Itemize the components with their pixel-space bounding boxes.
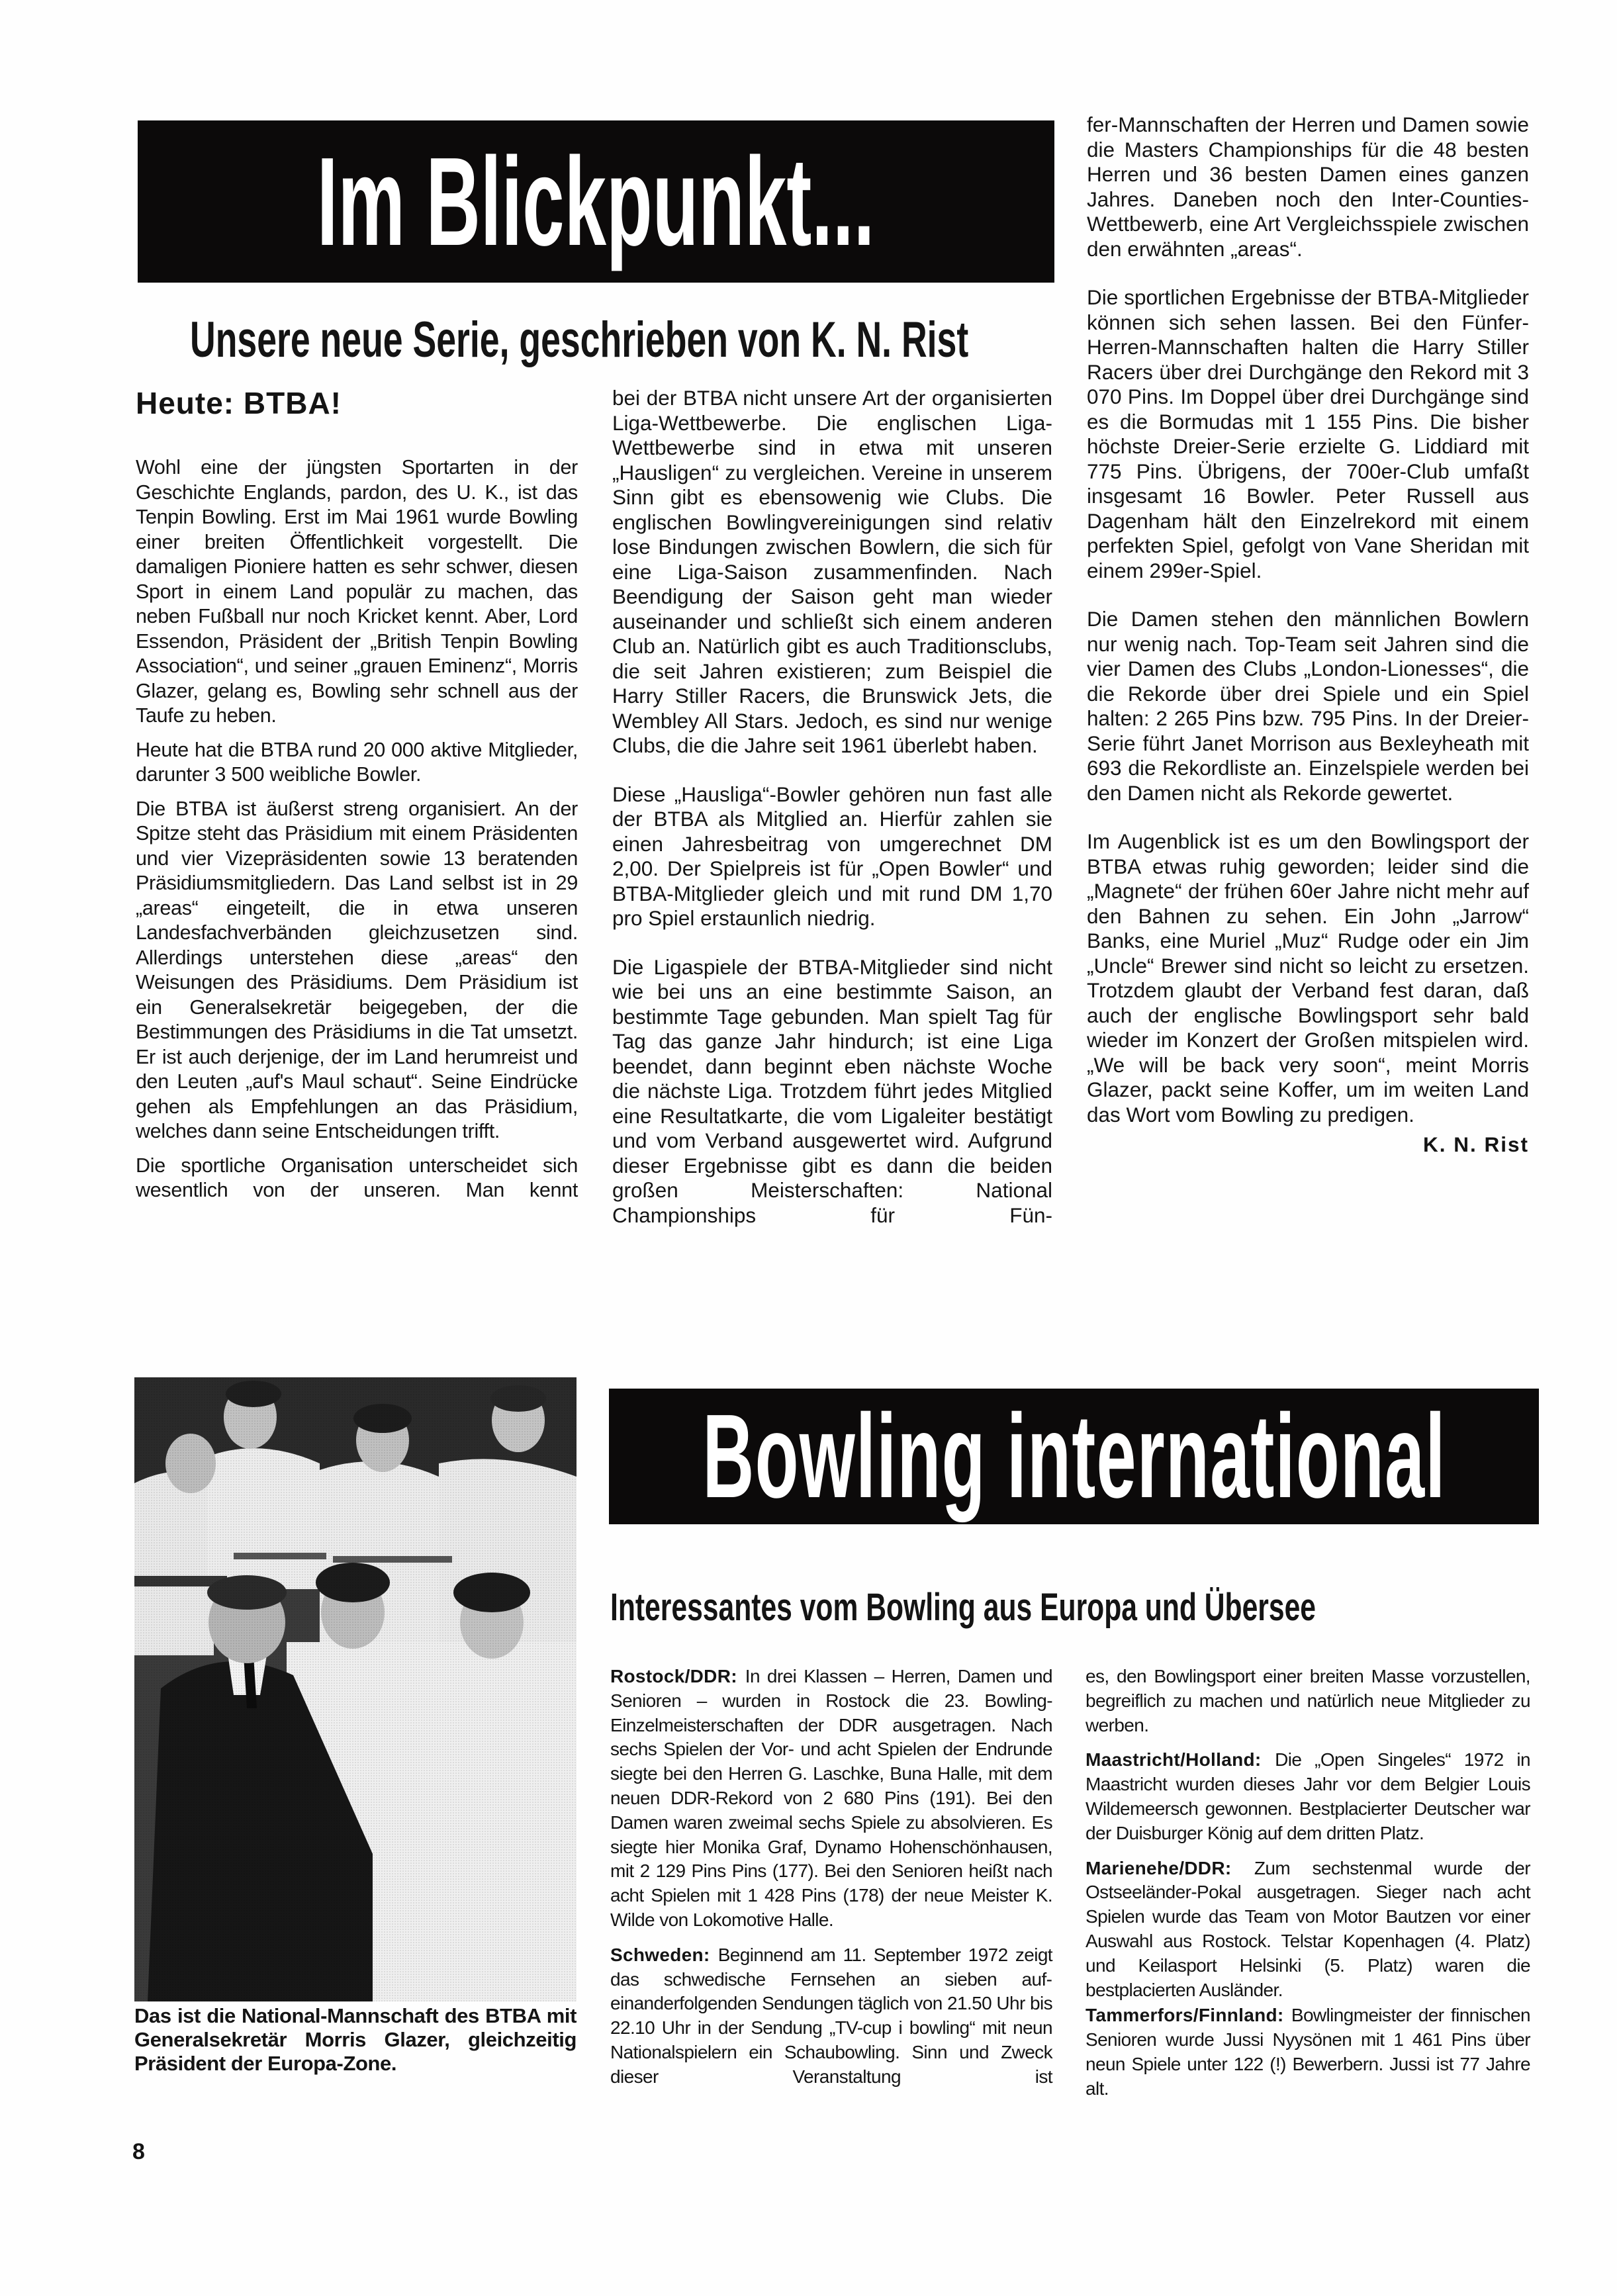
subtitle-text: Interessantes vom Bowling aus Europa und Übersee [610, 1586, 1317, 1629]
paragraph: Die Damen stehen den männlichen Bowlern nur wenig nach. Top-Team seit Jahren sind die vier Damen des Clubs „London-Lionesses“, die die Rekorde über drei Spiele und ein Spiel halten: 2 265 Pins bzw. 795 Pins. In der Dreier-Serie führt Janet Morrison aus Bexleyheath mit 693 die Rekordliste an. Einzelspiele werden bei den Damen nicht als Rekorde gewertet. [1087, 607, 1529, 805]
paragraph: Die BTBA ist äußerst streng organisiert. An der Spitze steht das Präsidium mit einem Präsidenten und vier Vizepräsidenten sowie 13 beratenden Präsidiumsmitgliedern. Das Land selbst ist in 29 „areas“ eingeteilt, die in etwa unseren Landesfachverbänden gleichzusetzen sind. Allerdings unterstehen diese „areas“ den Weisungen des Präsidiums. Dem Präsidium ist ein Generalsekretär beigegeben, der die Bestimmungen des Präsidiums in die Tat umsetzt. Er ist auch derjenige, der im Land herumreist und den Leuten „auf's Maul schaut“. Seine Eindrücke gehen als Empfehlungen an das Präsidium, welches dann seine Entscheidungen trifft. [136, 797, 578, 1142]
article-column-3 [1087, 113, 1529, 1158]
paragraph: bei der BTBA nicht unsere Art der organisierten Liga-Wettbewerbe. Die englischen Liga-Wettbewerbe sind in etwa mit unseren „Hausligen“ zu vergleichen. Vereine in unserem Sinn gibt es ebensowenig wie Clubs. Die englischen Bowlingvereinigungen sind relativ lose Bindungen zwischen Bowlern, die sich für eine Liga-Saison zusammenfinden. Nach Beendigung der Saison geht man wieder auseinander und schließt sich einem anderen Club an. Natürlich gibt es auch Traditionsclubs, die seit Jahren existieren; zum Beispiel die Harry Stiller Racers, die Brunswick Jets, die Wembley All Stars. Jedoch, es sind nur wenige Clubs, die die Jahre seit 1961 überlebt haben. [612, 386, 1052, 757]
news-item: Marienehe/DDR: Zum sechstenmal wurde der Ostseeländer-Pokal ausgetragen. Sieger nach acht Spielen wurde das Team von Motor Bautzen vor einer Auswahl aus Rostock. Telstar Kopenhagen (4. Platz) und Keilasport Helsinki (5. Platz) waren die bestplacierten Ausländer. [1086, 1857, 1530, 2000]
paragraph: Heute hat die BTBA rund 20 000 aktive Mitglieder, darunter 3 500 weibliche Bowler. [136, 738, 578, 786]
news-place: Schweden [610, 1944, 704, 1965]
team-photo-illustration [134, 1377, 577, 2001]
article-column-1 [136, 455, 578, 1213]
news-text: Die „Open Singeles“ 1972 in Maastricht wurden dieses Jahr vor dem Belgier Louis Wildemeersch gewonnen. Bestplacierter Deutscher war der Duisburger König auf dem dritten Platz. [1086, 1749, 1530, 1843]
news-item: Rostock/DDR: In drei Klassen – Herren, Damen und Senioren – wurden in Rostock die 23. Bowling-Einzelmeisterschaften der DDR ausgetragen. Nach sechs Spielen der Vor- und acht Spielen der Endrunde siegte bei den Herren G. Laschke, Buna Halle, mit dem neuen DDR-Rekord von 2 680 Pins (191). Bei den Damen waren zweimal sechs Spiele zu absolvieren. Es siegte hier Monika Graf, Dynamo Hohenschönhausen, mit 2 129 Pins Pins (177). Bei den Senioren heißt nach acht Spielen mit 1 428 Pins (178) der neue Meister K. Wilde von Lokomotive Halle. [610, 1666, 1052, 1930]
news-item: Schweden: Beginnend am 11. September 1972 zeigt das schwedische Fernsehen an sieben aufeinanderfolgenden Sendungen täglich von 21.50 Uhr bis 22.10 Uhr in der Sendung „TV-cup i bowling“ mit neun Nationalspielern ein Schaubowling. Sinn und Zweck dieser Veranstaltung ist [610, 1944, 1052, 2087]
article-subtitle [610, 1585, 1570, 1630]
news-text: Bowlingmeister der finnischen Senioren wurde Jussi Nyysönen mit 1 461 Pins über neun Spiele unter 122 (!) Bewerbern. Jussi ist 77 Jahre alt. [1086, 2005, 1530, 2099]
paragraph: Im Augenblick ist es um den Bowlingsport der BTBA etwas ruhig geworden; leider sind die „Magnete“ der frühen 60er Jahre nicht mehr auf den Bahnen zu sehen. Ein John „Jarrow“ Banks, eine Muriel „Muz“ Rudge oder ein Jim „Uncle“ Brewer sind nicht so leicht zu ersetzen. Trotzdem glaubt der Verband fest daran, daß auch der englische Bowlingsport sehr bald wieder im Konzert der Großen mitspielen wird. „We will be back very soon“, meint Morris Glazer, packt seine Koffer, um im weiten Land das Wort vom Bowling zu predigen. [1087, 829, 1529, 1126]
news-item [1086, 1665, 1530, 1737]
paragraph: Die sportliche Organisation unterscheidet sich wesentlich von der unseren. Man kennt [136, 1154, 578, 1201]
banner-title: Bowling international [702, 1390, 1446, 1523]
news-item: Tammerfors/Finnland: Bowlingmeister der finnischen Senioren wurde Jussi Nyysönen mit 1 461 Pins über neun Spiele unter 122 (!) Bewerbern. Jussi ist 77 Jahre alt. [1086, 2005, 1530, 2099]
news-place: Marienehe/DDR [1086, 1857, 1225, 1878]
news-item: Maastricht/Holland: Die „Open Singeles“ 1972 in Maastricht wurden dieses Jahr vor dem Belgier Louis Wildemeersch gewonnen. Bestplacierter Deutscher war der Duisburger König auf dem dritten Platz. [1086, 1749, 1530, 1843]
news-text: Zum sechstenmal wurde der Ostseeländer-Pokal ausgetragen. Sieger nach acht Spielen wurde das Team von Motor Bautzen vor einer Auswahl aus Rostock. Telstar Kopenhagen (4. Platz) und Keilasport Helsinki (5. Platz) waren die bestplacierten Ausländer. [1086, 1857, 1530, 2000]
author-signature: K. N. Rist [1422, 1132, 1529, 1156]
paragraph: fer-Mannschaften der Herren und Damen sowie die Masters Championships für die 48 besten Herren und 36 besten Damen eines ganzen Jahres. Daneben noch den Inter-Counties-Wettbewerb, eine Art Vergleichsspiele zwischen den erwähnten „areas“. [1087, 113, 1529, 261]
news-place: Rostock/DDR [610, 1666, 731, 1686]
paragraph: Wohl eine der jüngsten Sportarten in der Geschichte Englands, pardon, des U. K., ist das Tenpin Bowling. Erst im Mai 1961 wurde Bowling einer breiten Öffentlichkeit vorgestellt. Die damaligen Pioniere hatten es sehr schwer, diesen Sport in einem Land populär zu machen, das neben Fußball nur noch Kricket kennt. Aber, Lord Essendon, Präsident der „British Tenpin Bowling Association“, und seiner „grauen Eminenz“, Morris Glazer, gelang es, Bowling sehr schnell aus der Taufe zu heben. [136, 456, 578, 727]
news-place: Tammerfors/Finnland [1086, 2005, 1277, 2026]
news-place: Maastricht/Holland [1086, 1749, 1255, 1770]
page-number: 8 [132, 2139, 145, 2164]
article-column-2 [612, 386, 1052, 1237]
banner-title: Im Blickpunkt... [317, 131, 875, 272]
news-text: es, den Bowlingsport einer breiten Masse vorzustellen, begreiflich zu machen und natürlich neue Mitglieder zu werben. [1086, 1666, 1530, 1735]
paragraph: Diese „Hausliga“-Bowler gehören nun fast alle der BTBA als Mitglied an. Hierfür zahlen sie einen Jahresbeitrag von umgerechnet DM 2,00. Der Spielpreis ist für „Open Bowler“ und BTBA-Mitglieder gleich und mit rund DM 1,70 pro Spiel erstaunlich niedrig. [612, 782, 1052, 930]
subtitle-text: Unsere neue Serie, geschrieben von K. N. Rist [190, 312, 969, 368]
news-column-2 [1086, 1665, 1530, 2112]
team-photo [134, 1377, 577, 2001]
paragraph: Die sportlichen Ergebnisse der BTBA-Mitglieder können sich sehen lassen. Bei den Fünfer-Herren-Mannschaften halten die Harry Stiller Racers über drei Durchgänge den Rekord mit 3 070 Pins. Im Doppel über drei Durchgänge sind es die Bormudas mit 1 155 Pins. Die bisher höchste Dreier-Serie erzielte G. Liddiard mit 775 Pins. Übrigens, der 700er-Club umfaßt insgesamt 16 Bowler. Peter Russell aus Dagenham hält den Einzelrekord mit einem perfekten Spiel, gefolgt von Vane Sheridan mit einem 299er-Spiel. [1087, 285, 1529, 582]
news-text: In drei Klassen – Herren, Damen und Senioren – wurden in Rostock die 23. Bowling-Einzelmeisterschaften der DDR ausgetragen. Nach sechs Spielen der Vor- und acht Spielen der Endrunde siegte bei den Herren G. Laschke, Buna Halle, mit dem neuen DDR-Rekord von 2 680 Pins (191). Bei den Damen waren zweimal sechs Spiele zu absolvieren. Es siegte hier Monika Graf, Dynamo Hohenschönhausen, mit 2 129 Pins Pins (177). Bei den Senioren heißt nach acht Spielen mit 1 428 Pins (178) der neue Meister K. Wilde von Lokomotive Halle. [610, 1666, 1052, 1930]
news-column-1 [610, 1665, 1052, 2100]
article-heading: Heute: BTBA! [136, 386, 342, 420]
section-banner-bowling-international [609, 1389, 1539, 1524]
section-banner-im-blickpunkt [138, 120, 1054, 283]
paragraph: Die Ligaspiele der BTBA-Mitglieder sind nicht wie bei uns an eine bestimmte Saison, an bestimmte Tage gebunden. Man spielt Tag für Tag das ganze Jahr hindurch; ist eine Liga beendet, dann beginnt eben nächste Woche die nächste Liga. Trotzdem führt jedes Mitglied eine Resultatkarte, die vom Ligaleiter bestätigt und vom Verband ausgewertet wird. Aufgrund dieser Ergebnisse gibt es dann die beiden großen Meisterschaften: National Championships für Fün- [612, 954, 1052, 1227]
photo-caption: Das ist die National-Mannschaft des BTBA mit Generalsekretär Morris Glazer, gleichzeitig Präsident der Europa-Zone. [134, 2004, 577, 2075]
news-text: Beginnend am 11. September 1972 zeigt das schwedische Fernsehen an sieben aufeinanderfolgenden Sendungen täglich von 21.50 Uhr bis 22.10 Uhr in der Sendung „TV-cup i bowling“ mit neun Nationalspielern ein Schaubowling. Sinn und Zweck dieser Veranstaltung ist [610, 1944, 1052, 2087]
